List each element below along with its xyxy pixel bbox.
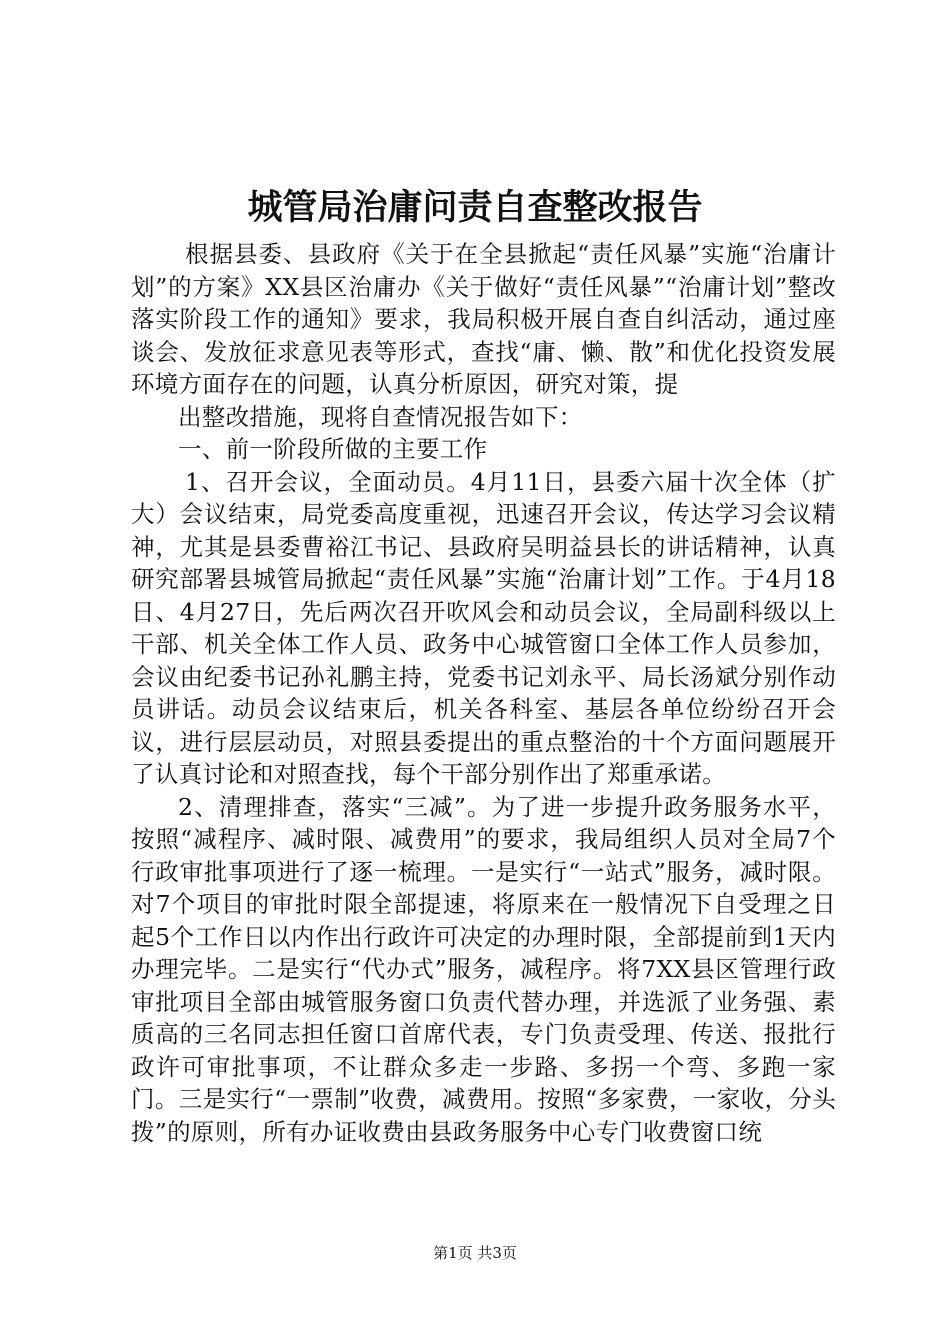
paragraph-item-2: 2、清理排查，落实“三减”。为了进一步提升政务服务水平，按照“减程序、减时限、减费用”的要求，我局组织人员对全局7个行政审批事项进行了逐一梳理。一是实行“一站式”服务，减时限。对7个项目的审批时限全部提速，将原来在一般情况下自受理之日起5个工作日以内作出行政许可决定的办理时限，全部提前到1天内办理完毕。二是实行“代办式”服务，减程序。将7XX县区管理行政审批项目全部由城管服务窗口负责代替办理，并选派了业务强、素质高的三名同志担任窗口首席代表，专门负责受理、传送、报批行政许可审批事项，不让群众多走一步路、多拐一个弯、多跑一家门。三是实行“一票制”收费，减费用。按照“多家费，一家收，分头拨”的原则，所有办证收费由县政务服务中心专门收费窗口统 <box>131 792 836 1146</box>
page-footer: 第1页 共3页 <box>433 1244 517 1262</box>
section-heading-1: 一、前一阶段所做的主要工作 <box>178 435 488 463</box>
paragraph-intro-continued: 出整改措施，现将自查情况报告如下： <box>178 402 583 431</box>
document-title: 城管局治庸问责自查整改报告 <box>247 187 703 228</box>
document-body <box>131 238 836 1148</box>
paragraph-item-1: 1、召开会议，全面动员。4月11日，县委六届十次全体（扩大）会议结束，局党委高度重视，迅速召开会议，传达学习会议精神，尤其是县委曹裕江书记、县政府吴明益县长的讲话精神，认真研究部署县城管局掀起“责任风暴”实施“治庸计划”工作。于4月18日、4月27日，先后两次召开吹风会和动员会议，全局副科级以上干部、机关全体工作人员、政务中心城管窗口全体工作人员参加，会议由纪委书记孙礼鹏主持，党委书记刘永平、局长汤斌分别作动员讲话。动员会议结束后，机关各科室、基层各单位纷纷召开会议，进行层层动员，对照县委提出的重点整治的十个方面问题展开了认真讨论和对照查找，每个干部分别作出了郑重承诺。 <box>131 467 836 788</box>
paragraph-intro: 根据县委、县政府《关于在全县掀起“责任风暴”实施“治庸计划”的方案》XX县区治庸办《关于做好“责任风暴”“治庸计划”整改落实阶段工作的通知》要求，我局积极开展自查自纠活动，通过座谈会、发放征求意见表等形式，查找“庸、懒、散”和优化投资发展环境方面存在的问题，认真分析原因，研究对策，提 <box>131 240 836 398</box>
